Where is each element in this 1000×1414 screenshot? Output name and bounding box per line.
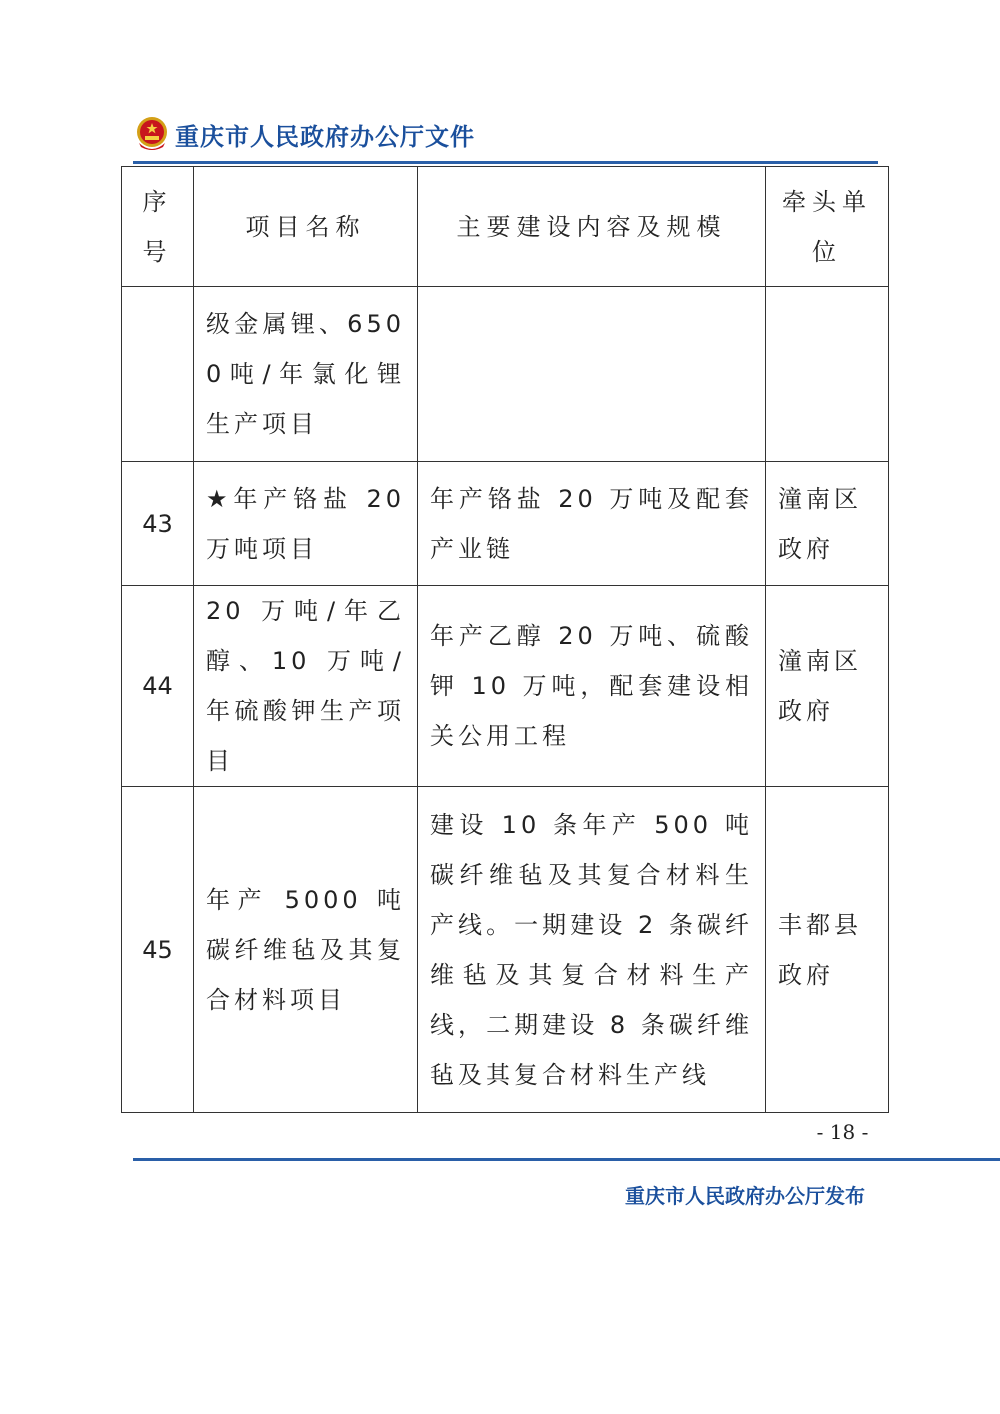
document-header-title: 重庆市人民政府办公厅文件	[175, 121, 475, 151]
table-row	[122, 787, 889, 1113]
project-name: 年产 5000 吨碳纤维毡及其复合材料项目	[194, 787, 418, 1113]
lead-unit	[766, 287, 889, 462]
page-number: - 18 -	[816, 1120, 869, 1144]
project-content: 年产铬盐 20 万吨及配套产业链	[418, 462, 766, 586]
project-content	[418, 287, 766, 462]
table-header-row	[122, 167, 889, 287]
project-content: 建设 10 条年产 500 吨碳纤维毡及其复合材料生产线。一期建设 2 条碳纤维毡及其复合材料生产线，二期建设 8 条碳纤维毡及其复合材料生产线	[418, 787, 766, 1113]
column-header-no: 序号	[122, 167, 194, 287]
table-row	[122, 462, 889, 586]
lead-unit: 潼南区政府	[766, 462, 889, 586]
column-header-name: 项目名称	[194, 167, 418, 287]
row-number	[122, 287, 194, 462]
footer-divider	[133, 1158, 1000, 1161]
project-table	[121, 166, 889, 1113]
footer-publisher: 重庆市人民政府办公厅发布	[625, 1184, 865, 1208]
lead-unit: 丰都县政府	[766, 787, 889, 1113]
row-number: 45	[122, 787, 194, 1113]
lead-unit: 潼南区政府	[766, 586, 889, 787]
column-header-content: 主要建设内容及规模	[418, 167, 766, 287]
table-row	[122, 287, 889, 462]
national-emblem-icon	[135, 115, 169, 153]
project-name: 级金属锂、6500吨/年氯化锂生产项目	[194, 287, 418, 462]
row-number: 43	[122, 462, 194, 586]
header-divider	[133, 161, 878, 164]
table-row	[122, 586, 889, 787]
project-content: 年产乙醇 20 万吨、硫酸钾 10 万吨，配套建设相关公用工程	[418, 586, 766, 787]
document-header	[135, 112, 475, 156]
row-number: 44	[122, 586, 194, 787]
project-name: ★年产铬盐 20 万吨项目	[194, 462, 418, 586]
column-header-unit: 牵头单位	[766, 167, 889, 287]
project-name: 20 万吨/年乙醇、10 万吨/年硫酸钾生产项目	[194, 586, 418, 787]
